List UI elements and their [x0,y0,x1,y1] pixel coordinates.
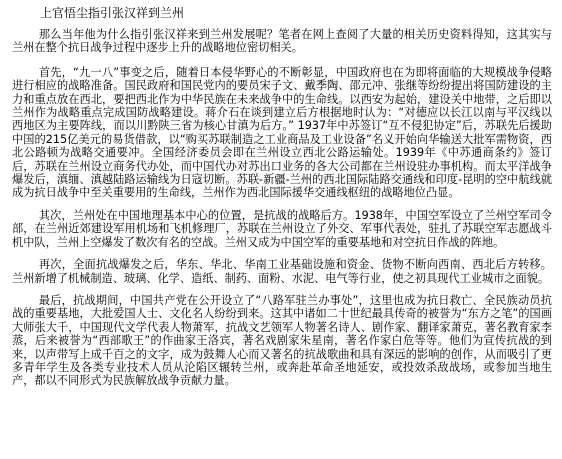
article-paragraph-second-reason: 其次，兰州处在中国地理基本中心的位置，是抗战的战略后方。1938年，中国空军设立了兰州空军司令部，在兰州近郊建设军用机场和飞机修理厂，苏联在兰州设立了外交、军事代表处，驻扎了苏联空军志愿战斗机中队，兰州上空爆发了数次有名的空战。兰州又成为中国空军的重要基地和对空抗日作战的阵地。 [12,208,552,249]
article-paragraph-first-reason: 首先，“九一八”事变之后，随着日本侵华野心的不断彰显，中国政府也在为即将面临的大规模战争侵略进行相应的战略准备。国民政府和国民党内的要员宋子文、戴季陶、邵元冲、张继等纷纷提出将国防建设的主力和重点放在西北，要把西北作为中华民族在未来战争中的生命线。以西安为起始，建设关中地带，之后即以兰州作为战略重点完成国防战略建设。蒋介石在谈到建立后方根据地时认为：“对德应以长江以南与平汉线以西地区为主要阵线，而以川黔陕三省为核心甘滇为后方。” 1937年中苏签订“互不侵犯协定”后，苏联先后援助中国的215亿美元的易货借款，以“购买苏联制造之工业商品及工业设备”名义开始向华输送大批军需物资，西北公路顿为战略交通要冲。全国经济委员会即在兰州设立西北公路运输处。1939年《中苏通商条约》签订后，苏联在兰州设立商务代办处，而中国代办对苏出口业务的各大公司都在兰州设驻办事机构。而太平洋战争爆发后，滇缅、滇越陆路运输线为日寇切断。苏联-新疆-兰州的西北国际陆路交通线和印度-昆明的空中航线就成为抗日战争中至关重要用的生命线，兰州作为西北国际援华交通线枢纽的战略地位凸显。 [12,65,552,200]
article-paragraph-third-reason: 再次，全面抗战爆发之后，华东、华北、华南工业基础设施和资金、货物不断向西南、西北后方转移。兰州新增了机械制造、玻璃、化学、造纸、制药、面粉、水泥、电气等行业，使之初具现代工业城市之面貌。 [12,258,552,285]
article-paragraph-fourth-reason: 最后，抗战期间，中国共产党在公开设立了“八路军驻兰办事处”，这里也成为抗日救亡、全民族动员抗战的重要基地，大批爱国人士、文化名人纷纷到来。这其中诸如二十世纪最具传奇的被誉为“东方之笔”的国画大师张大千，中国现代文学代表人物萧军，抗战文艺领军人物著名诗人、剧作家、翻译家萧克，著名教育家李蒸，后来被誉为“西部歌王”的作曲家王洛宾，著名戏剧家朱星南，著名作家白危等等。他们为宣传抗战的到来，以声带写上成千百之的文字，成为鼓舞人心而又著名的抗战歌曲和具有深远的影响的创作，从而吸引了更多青年学生及各类专业技术人员从沦陷区辗转兰州，或奔赴革命圣地延安，或投效杀敌战场，或参加当地生产，都以不同形式为民族解放战争贡献力量。 [12,293,552,388]
article-title: 上官悟尘指引张汉祥到兰州 [40,6,185,20]
article-paragraph-intro: 那么当年他为什么指引张汉祥来到兰州发展呢？笔者在网上查阅了大量的相关历史资料得知，这其实与兰州在整个抗日战争过程中逐步上升的战略地位密切相关。 [12,28,552,55]
